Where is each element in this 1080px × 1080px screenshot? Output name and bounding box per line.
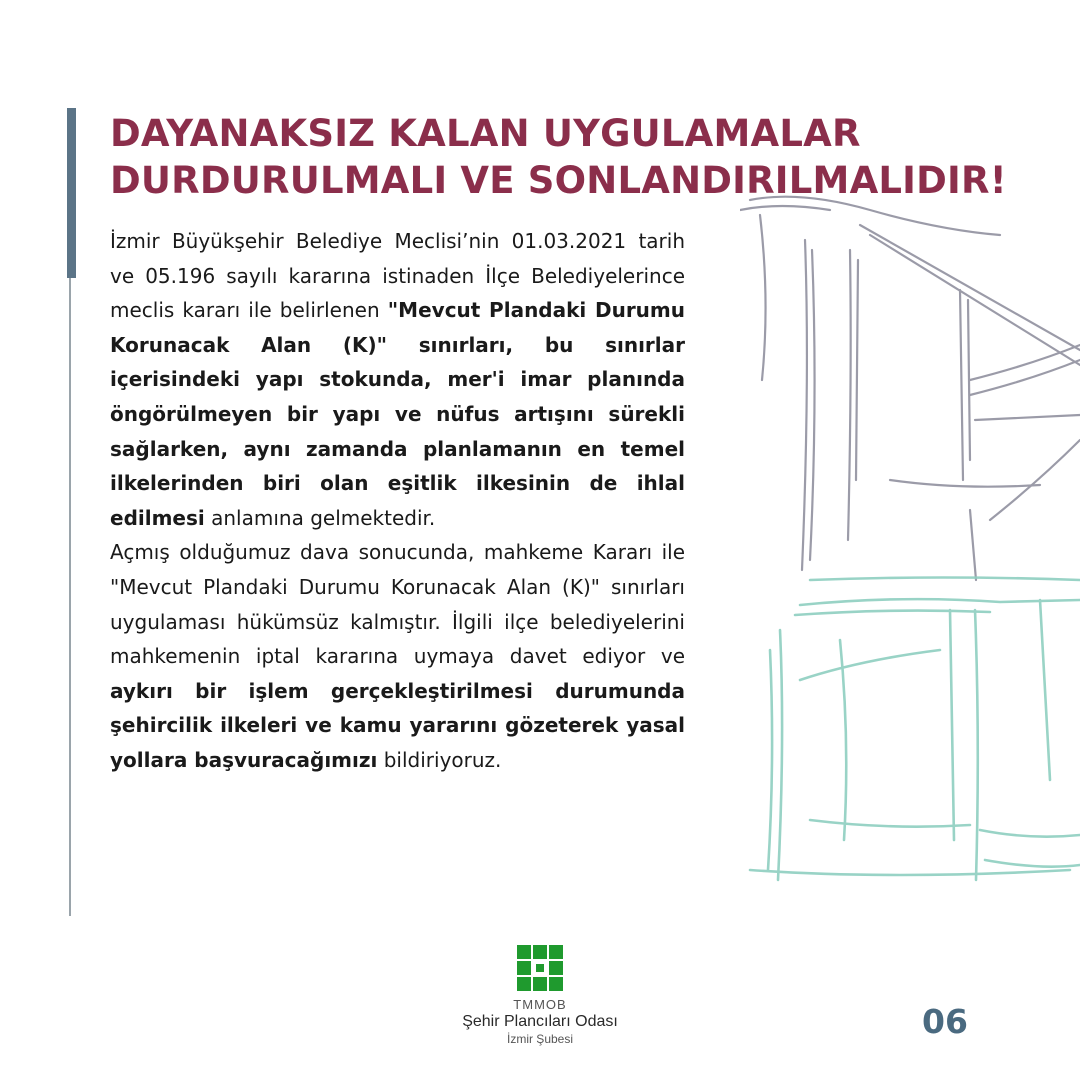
title-accent-bar: [67, 108, 76, 278]
body-text: [110, 224, 685, 778]
paragraph-2-intro: Açmış olduğumuz dava sonucunda, mahkeme Kararı ile "Mevcut Plandaki Durumu Korunacak Alan (K)" sınırları uygulaması hükümsüz kalmıştır. İlgili ilçe belediyelerini mahkemenin iptal kararına uymaya davet ediyor ve: [110, 540, 685, 669]
paragraph-1-bold: "Mevcut Plandaki Durumu Korunacak Alan (K)" sınırları, bu sınırlar içerisindeki yapı stokunda, mer'i imar planında öngörülmeyen bir yapı ve nüfus artışını sürekli sağlarken, aynı zamanda planlamanın en temel ilkelerinden biri olan eşitlik ilkesinin de ihlal edilmesi: [110, 298, 686, 530]
paragraph-2-outro: bildiriyoruz.: [377, 747, 502, 772]
logo-line-3: İzmir Şubesi: [506, 1032, 574, 1046]
page-title: [110, 110, 1007, 204]
paragraph-1-outro: anlamına gelmektedir.: [204, 505, 436, 530]
title-line-2: DURDURULMALI VE SONLANDIRILMALIDIR!: [110, 159, 1007, 202]
paragraph-2: [110, 535, 685, 777]
logo-grid-icon: [517, 945, 563, 991]
page-number: 06: [922, 1002, 968, 1041]
tmmob-logo: [450, 945, 630, 1055]
logo-line-1: TMMOB: [513, 997, 567, 1012]
logo-text: [450, 997, 630, 1046]
background-sketch-illustration: [740, 180, 1080, 900]
paragraph-2-bold: aykırı bir işlem gerçekleştirilmesi durumunda şehircilik ilkeleri ve kamu yararını gözeterek yasal yollara başvuracağımızı: [110, 678, 685, 772]
left-divider-line: [69, 278, 71, 916]
title-line-1: DAYANAKSIZ KALAN UYGULAMALAR: [110, 112, 861, 155]
logo-line-2: Şehir Plancıları Odası: [462, 1013, 618, 1030]
paragraph-1: [110, 224, 685, 535]
paragraph-1-intro: İzmir Büyükşehir Belediye Meclisi’nin 01.03.2021 tarih ve 05.196 sayılı kararına istinaden İlçe Belediyelerince meclis kararı ile belirlenen: [110, 229, 685, 323]
